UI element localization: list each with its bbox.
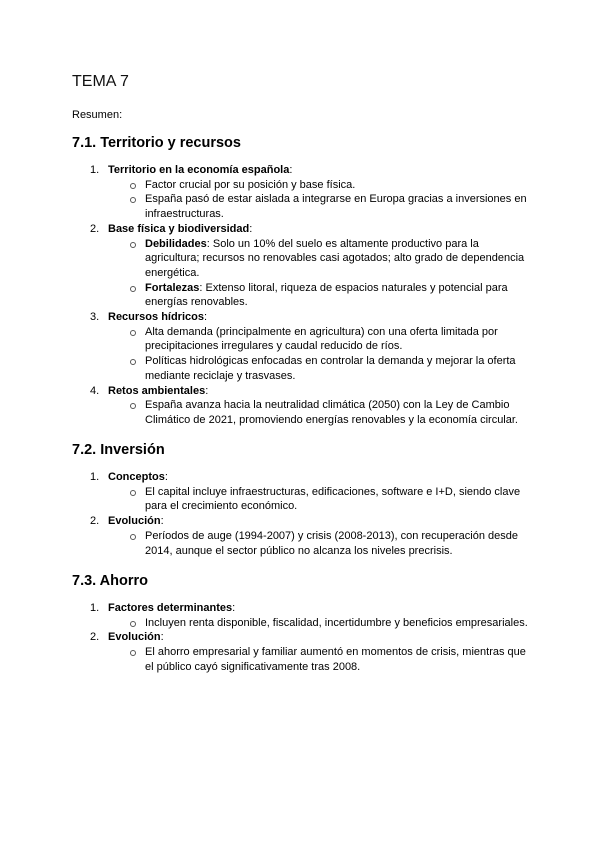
- bullet-circle-icon: [130, 490, 136, 496]
- section-heading: 7.3. Ahorro: [72, 573, 149, 589]
- bullet-text: Factor crucial por su posición y base física.: [145, 178, 356, 191]
- document-title: TEMA 7: [72, 73, 129, 90]
- bullet-list: [108, 485, 530, 514]
- item-number: 2.: [90, 631, 100, 644]
- section-heading: 7.1. Territorio y recursos: [72, 135, 241, 151]
- item-label: Evolución: [108, 515, 161, 528]
- bullet-text: Alta demanda (principalmente en agricultura) con una oferta limitada por precipitaciones irregulares y caudal reducido de ríos.: [145, 325, 498, 353]
- bullet-circle-icon: [130, 621, 136, 627]
- bullet-item: [72, 398, 530, 427]
- section-inversion: [72, 441, 530, 558]
- bullet-item: [72, 485, 530, 514]
- item-label: Recursos hídricos: [108, 311, 204, 324]
- bullet-item: [72, 645, 530, 674]
- bullet-circle-icon: [130, 650, 136, 656]
- item-label: Evolución: [108, 631, 161, 644]
- bullet-circle-icon: [130, 183, 136, 189]
- list-item: 4. Retos ambientales: España avanza hacia la neutralidad climática (2050) con la Ley de Cambio Climático de 2021, promoviendo energías renovables y la economía circular.: [72, 384, 530, 428]
- list-item: 2. Evolución: Períodos de auge (1994-2007) y crisis (2008-2013), con recuperación desde 2014, aunque el sector público no alcanza los niveles precrisis.: [72, 514, 530, 558]
- bullet-label: Fortalezas: [145, 281, 200, 294]
- bullet-item: [72, 281, 530, 310]
- item-label: Conceptos: [108, 471, 165, 483]
- bullet-list: [108, 178, 530, 222]
- item-number: 4.: [90, 384, 100, 397]
- bullet-circle-icon: [130, 534, 136, 540]
- list-item: 2. Evolución: El ahorro empresarial y familiar aumentó en momentos de crisis, mientras que el público cayó significativamente tras 2008.: [72, 630, 530, 674]
- bullet-circle-icon: [130, 403, 136, 409]
- bullet-circle-icon: [130, 359, 136, 365]
- bullet-circle-icon: [130, 242, 136, 248]
- item-label: Factores determinantes: [108, 602, 233, 614]
- list-item: 1. Territorio en la economía española: Factor crucial por su posición y base física. España pasó de estar aislada a integrarse en Europa gracias a inversiones en infraestructuras.: [72, 163, 530, 222]
- item-label: Territorio en la economía española: [108, 164, 290, 176]
- item-number: 1.: [90, 471, 100, 483]
- bullet-circle-icon: [130, 330, 136, 336]
- item-label: Retos ambientales: [108, 384, 206, 397]
- bullet-circle-icon: [130, 286, 136, 292]
- bullet-item: [72, 325, 530, 354]
- item-number: 3.: [90, 311, 100, 324]
- bullet-list: [108, 645, 530, 674]
- list-item: 1. Conceptos: El capital incluye infraestructuras, edificaciones, software e I+D, siendo clave para el crecimiento económico.: [72, 470, 530, 514]
- bullet-item: [72, 237, 530, 281]
- list-item: 2. Base física y biodiversidad: Debilidades: Solo un 10% del suelo es altamente productivo para la agricultura; recursos no renovables casi agotados; alto grado de dependencia energética. Fortalezas: Extenso litoral, riqueza de espacios naturales y potencial para energías renovables.: [72, 222, 530, 310]
- bullet-text: : Solo un 10% del suelo es altamente productivo para la agricultura; recursos no renovables casi agotados; alto grado de dependencia energética.: [145, 237, 525, 279]
- bullet-text: España avanza hacia la neutralidad climática (2050) con la Ley de Cambio Climático de 2021, promoviendo energías renovables y la economía circular.: [145, 399, 518, 426]
- bullet-text: España pasó de estar aislada a integrarse en Europa gracias a inversiones en infraestructuras.: [145, 193, 527, 221]
- list-item: 3. Recursos hídricos: Alta demanda (principalmente en agricultura) con una oferta limitada por precipitaciones irregulares y caudal reducido de ríos. Políticas hidrológicas enfocadas en controlar la demanda y mejorar la oferta mediante reciclaje y trasvases.: [72, 310, 530, 384]
- bullet-item: [72, 178, 530, 193]
- list-item: 1. Factores determinantes: Incluyen renta disponible, fiscalidad, incertidumbre y beneficios empresariales.: [72, 601, 530, 630]
- section-heading: 7.2. Inversión: [72, 442, 165, 458]
- bullet-text: : Extenso litoral, riqueza de espacios naturales y potencial para energías renovables.: [145, 281, 508, 309]
- bullet-text: El ahorro empresarial y familiar aumentó en momentos de crisis, mientras que el público cayó significativamente tras 2008.: [145, 646, 526, 673]
- numbered-list: [72, 601, 530, 675]
- item-number: 1.: [90, 602, 100, 614]
- bullet-list: [108, 398, 530, 427]
- bullet-item: [72, 529, 530, 558]
- item-label: Base física y biodiversidad: [108, 222, 250, 235]
- bullet-item: [72, 616, 530, 631]
- bullet-label: Debilidades: [145, 237, 207, 250]
- item-number: 2.: [90, 515, 100, 528]
- section-ahorro: [72, 572, 530, 675]
- numbered-list: [72, 470, 530, 558]
- bullet-text: El capital incluye infraestructuras, edificaciones, software e I+D, siendo clave para el crecimiento económico.: [145, 485, 521, 513]
- bullet-item: [72, 192, 530, 221]
- bullet-circle-icon: [130, 197, 136, 203]
- bullet-list: [108, 616, 530, 631]
- bullet-list: [108, 237, 530, 311]
- bullet-text: Incluyen renta disponible, fiscalidad, incertidumbre y beneficios empresariales.: [145, 616, 528, 629]
- bullet-text: Políticas hidrológicas enfocadas en controlar la demanda y mejorar la oferta mediante reciclaje y trasvases.: [145, 355, 516, 382]
- summary-label: Resumen:: [72, 109, 123, 121]
- item-number: 1.: [90, 164, 100, 176]
- bullet-item: [72, 354, 530, 383]
- numbered-list: [72, 163, 530, 428]
- bullet-list: [108, 529, 530, 558]
- bullet-list: [108, 325, 530, 384]
- item-number: 2.: [90, 222, 100, 235]
- section-territorio: [72, 134, 530, 428]
- bullet-text: Períodos de auge (1994-2007) y crisis (2008-2013), con recuperación desde 2014, aunque el sector público no alcanza los niveles precrisis.: [145, 529, 519, 557]
